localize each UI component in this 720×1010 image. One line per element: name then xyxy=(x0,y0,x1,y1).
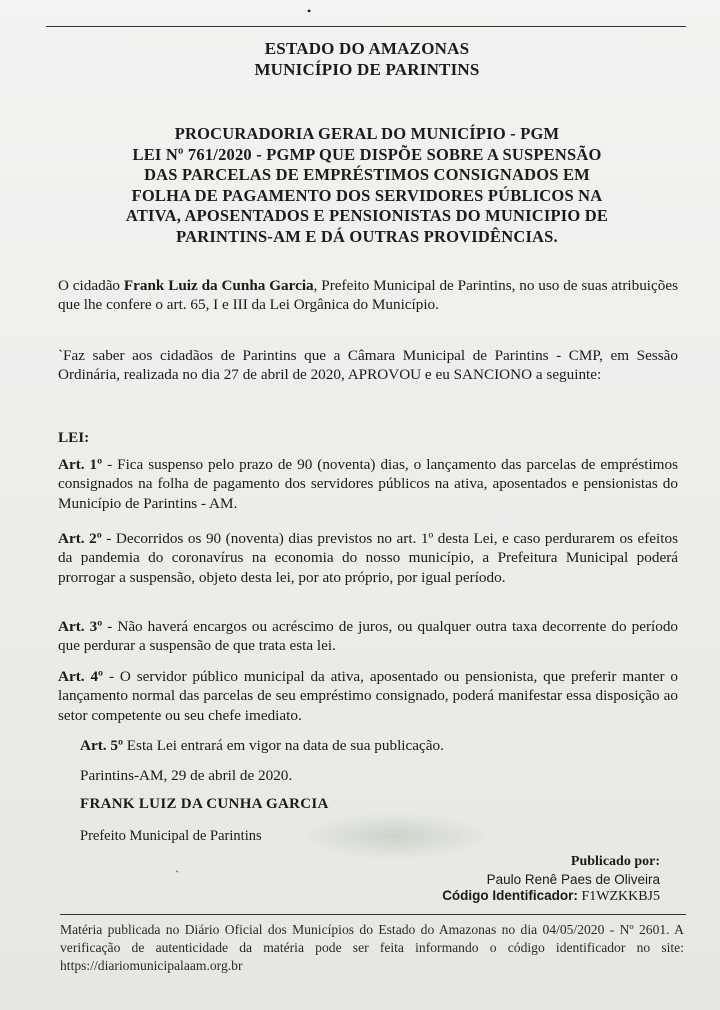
preamble-rest: , Prefeito Municipal de Parintins, no uso de suas atribuições que lhe confere o art. 65, I e III da Lei Orgânica do Município. xyxy=(58,277,678,314)
article-4-text: - O servidor público municipal da ativa, aposentado ou pensionista, que preferir manter o lançamento normal das parcelas de seu empréstimo consignado, poderá manifestar essa disposição ao setor competente ou seu chefe imediato. xyxy=(58,668,678,724)
title-line-2: LEI Nº 761/2020 - PGMP QUE DISPÕE SOBRE A SUSPENSÃO xyxy=(132,144,602,164)
date-line: Parintins-AM, 29 de abril de 2020. xyxy=(80,767,293,784)
title-line-1: PROCURADORIA GERAL DO MUNICÍPIO - PGM xyxy=(174,124,560,143)
article-3 xyxy=(58,617,678,656)
preamble-intro: O cidadão xyxy=(58,277,124,294)
article-3-label: Art. 3º xyxy=(58,618,103,635)
law-label: LEI: xyxy=(58,429,90,446)
municipality-name: MUNICÍPIO DE PARINTINS xyxy=(254,60,480,79)
identifier-code-value: F1WZKKBJ5 xyxy=(581,889,660,904)
article-2-label: Art. 2º xyxy=(58,530,102,547)
article-4 xyxy=(58,667,678,725)
identifier-code xyxy=(300,886,660,907)
title-line-6: PARINTINS-AM E DÁ OUTRAS PROVIDÊNCIAS. xyxy=(176,226,558,246)
law-title xyxy=(60,124,674,247)
article-4-label: Art. 4º xyxy=(58,668,104,685)
bottom-divider xyxy=(60,914,686,915)
article-1-text: - Fica suspenso pelo prazo de 90 (noventa) dias, o lançamento das parcelas de empréstimos consignados na folha de pagamento dos servidores públicos na ativa, aposentados e pensionistas do Município de Parintins - AM. xyxy=(58,456,679,512)
signatory-name: FRANK LUIZ DA CUNHA GARCIA xyxy=(80,796,329,812)
article-1 xyxy=(58,455,678,513)
signatory-role: Prefeito Municipal de Parintins xyxy=(80,828,262,844)
identifier-code-label: Código Identificador: xyxy=(442,888,578,903)
mayor-name-inline: Frank Luiz da Cunha Garcia xyxy=(123,277,314,294)
article-5-text: Esta Lei entrará em vigor na data de sua publicação. xyxy=(122,737,444,754)
article-5-label: Art. 5º xyxy=(80,737,123,754)
title-line-5: ATIVA, APOSENTADOS E PENSIONISTAS DO MUNICIPIO DE xyxy=(125,206,609,225)
article-3-text: - Não haverá encargos ou acréscimo de juros, ou qualquer outra taxa decorrente do período que perdurar a suspensão de que trata esta lei. xyxy=(58,618,679,655)
preamble-paragraph xyxy=(58,276,678,315)
published-by-label: Publicado por: xyxy=(570,854,660,869)
publisher-name: Paulo Renê Paes de Oliveira xyxy=(486,872,660,887)
title-line-4: FOLHA DE PAGAMENTO DOS SERVIDORES PÚBLICOS NA xyxy=(131,185,603,205)
title-line-3: DAS PARCELAS DE EMPRÉSTIMOS CONSIGNADOS EM xyxy=(144,165,590,184)
announcement-paragraph: `Faz saber aos cidadãos de Parintins que a Câmara Municipal de Parintins - CMP, em Sessão Ordinária, realizada no dia 27 de abril de 2020, APROVOU e eu SANCIONO a seguinte: xyxy=(58,347,678,384)
scan-speck-mark: ` xyxy=(175,868,179,882)
article-1-label: Art. 1º xyxy=(58,456,103,473)
article-2-text: - Decorridos os 90 (noventa) dias previstos no art. 1º desta Lei, e caso perdurarem os efeitos da pandemia do coronavírus na economia do nosso município, a Prefeitura Municipal poderá prorrogar a suspensão, objeto desta lei, por ato próprio, por igual período. xyxy=(58,530,678,586)
top-speck-mark: • xyxy=(307,4,312,18)
document-header xyxy=(60,38,674,80)
state-name: ESTADO DO AMAZONAS xyxy=(264,39,470,58)
publication-footer-note: Matéria publicada no Diário Oficial dos Municípios do Estado do Amazonas no dia 04/05/2020 - Nº 2601. A verificação de autenticidade da matéria pode ser feita informando o código identificador no site: https://diariomunicipalaam.org.br xyxy=(60,922,684,973)
article-5 xyxy=(80,736,680,755)
article-2 xyxy=(58,529,678,587)
top-divider xyxy=(46,26,686,27)
